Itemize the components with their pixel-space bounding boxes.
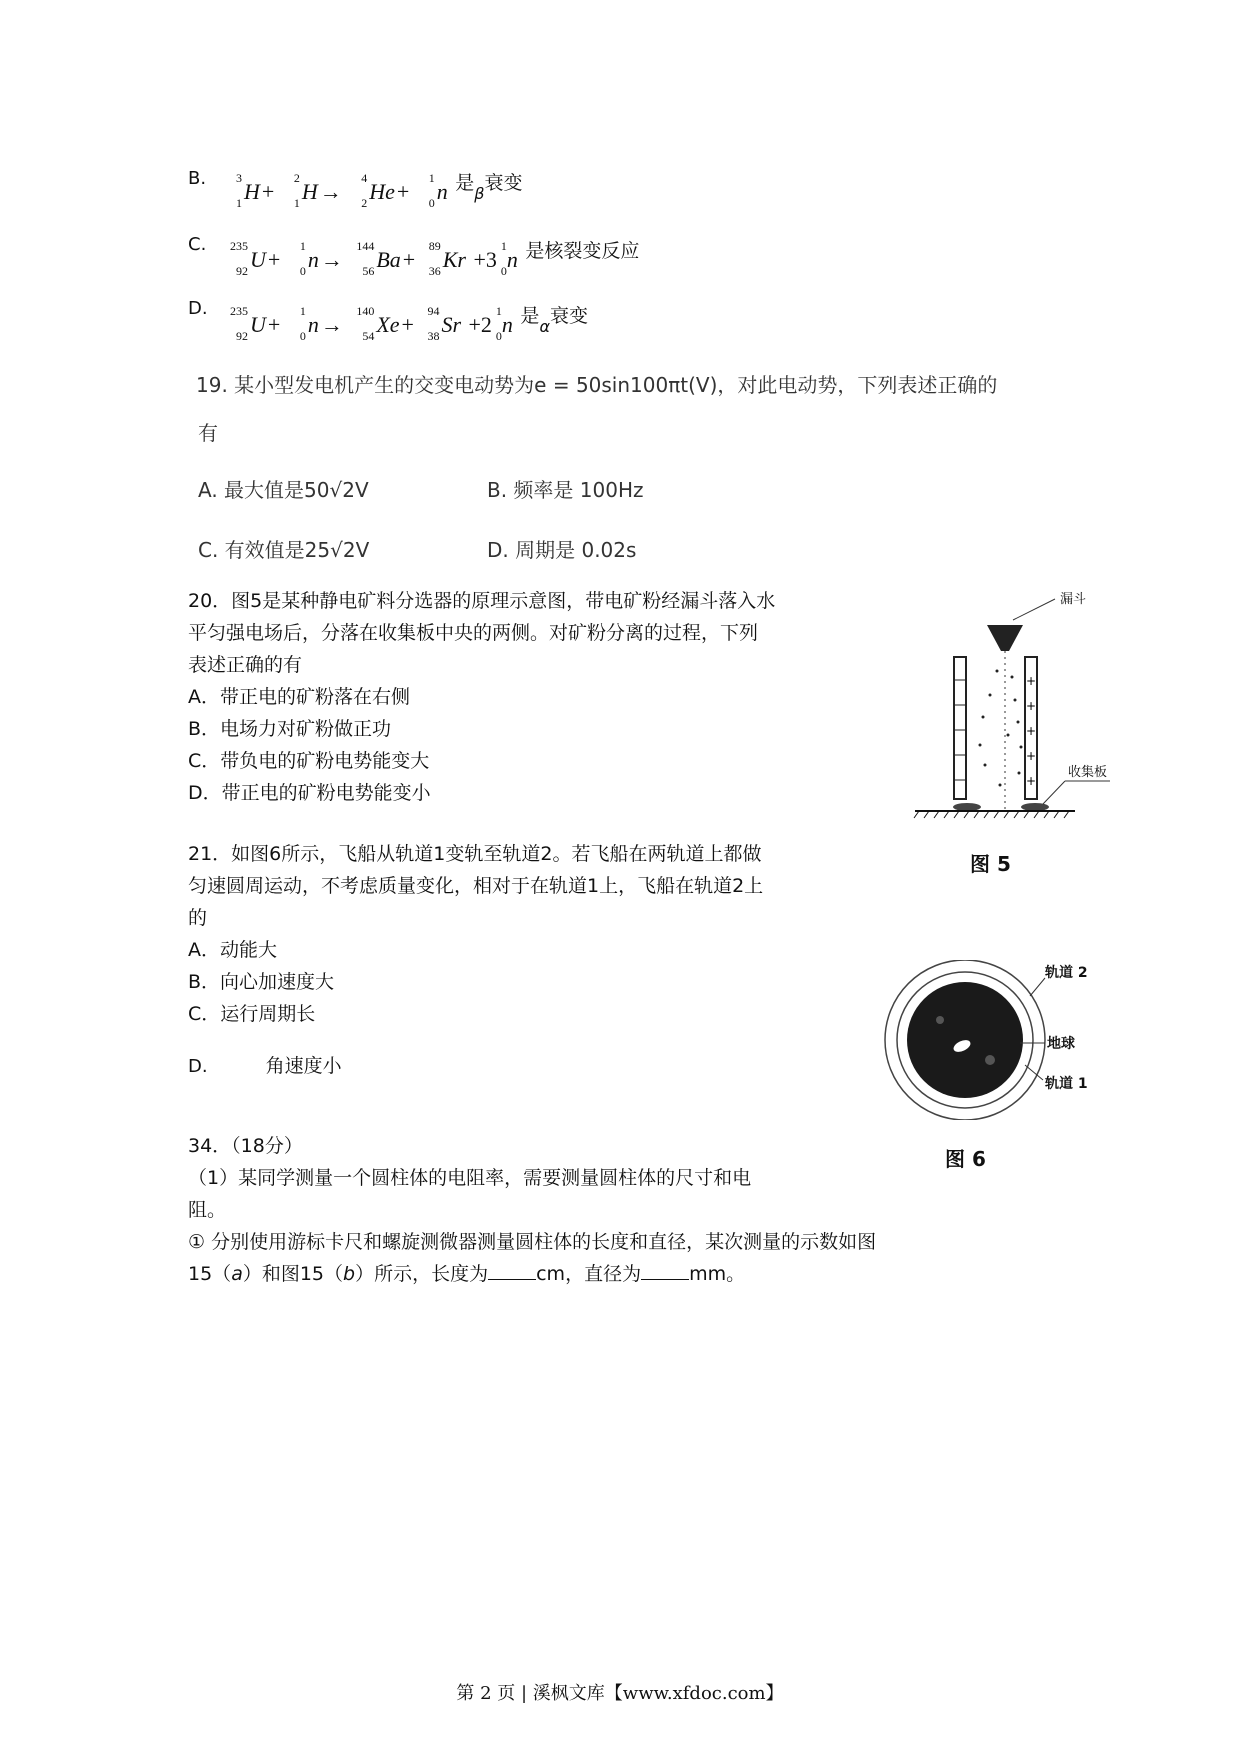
nuclide: 144 56 Ba bbox=[356, 239, 401, 278]
q21-stem-line3: 的 bbox=[188, 907, 208, 929]
figure-6 bbox=[880, 960, 1110, 1120]
q21-stem-line2: 匀速圆周运动，不考虑质量变化，相对于在轨道1上，飞船在轨道2上 bbox=[188, 875, 764, 897]
nuclide: 140 54 Xe bbox=[356, 304, 400, 343]
nuclide: 235 92 U bbox=[230, 304, 266, 343]
q21-stem-line1: 21．如图6所示，飞船从轨道1变轨至轨道2。若飞船在两轨道上都做 bbox=[188, 843, 762, 865]
nuclide: 1 0 n bbox=[428, 171, 448, 210]
q34-heading: 34．（18分） bbox=[188, 1135, 303, 1157]
q20-stem-line2: 平匀强电场后，分落在收集板中央的两侧。对矿粉分离的过程，下列 bbox=[188, 622, 759, 644]
q34-line3: ① 分别使用游标卡尺和螺旋测微器测量圆柱体的长度和直径，某次测量的示数如图 bbox=[188, 1231, 877, 1253]
q20-stem-line1: 20．图5是某种静电矿料分选器的原理示意图，带电矿粉经漏斗落入水 bbox=[188, 590, 776, 612]
funnel-icon bbox=[987, 625, 1023, 651]
nuclide: 1 0 n bbox=[299, 239, 319, 278]
q18-option-d bbox=[188, 298, 208, 319]
svg-text:+: + bbox=[1026, 724, 1037, 738]
q18-equation-d: 235 92 U+ 1 0 n→ 140 54 Xe+ 94 38 Sr +2 1 0 n 是$_\alpha$衰变 bbox=[222, 311, 588, 338]
coefficient: +2 bbox=[468, 312, 492, 337]
option-tail: 是核裂变反应 bbox=[525, 240, 640, 262]
svg-text:+: + bbox=[1026, 699, 1037, 713]
nuclide: 1 0 n bbox=[495, 304, 513, 343]
figure-6-caption: 图 6 bbox=[945, 1147, 986, 1171]
orbit1-label: 轨道 1 bbox=[1045, 1076, 1088, 1092]
q20-option-a: A．带正电的矿粉落在右侧 bbox=[188, 686, 410, 708]
nuclide: 1 0 n bbox=[299, 304, 319, 343]
option-letter: B. bbox=[188, 168, 207, 189]
earth-label: 地球 bbox=[1047, 1036, 1075, 1052]
nuclide: 2 1 H bbox=[293, 171, 318, 210]
q21-option-a: A．动能大 bbox=[188, 939, 277, 961]
nuclide: 3 1 H bbox=[236, 171, 260, 210]
nuclide: 89 36 Kr bbox=[428, 239, 466, 278]
q18-equation-b: 3 1 H+ 2 1 H→ 4 2 He+ 1 0 n 是$_\beta$衰变 bbox=[222, 178, 523, 205]
q20-option-c: C．带负电的矿粉电势能变大 bbox=[188, 750, 430, 772]
funnel-label: 漏斗 bbox=[1060, 592, 1087, 607]
orbit-diagram bbox=[880, 960, 1110, 1120]
option-tail: 是$_\alpha$衰变 bbox=[520, 305, 588, 336]
svg-text:+: + bbox=[1026, 674, 1037, 688]
page-footer: 第 2 页 | 溪枫文库【www.xfdoc.com】 bbox=[456, 1683, 784, 1704]
option-tail: 是$_\beta$衰变 bbox=[455, 172, 523, 203]
q21-option-b: B．向心加速度大 bbox=[188, 971, 335, 993]
q19-stem-line2: 有 bbox=[198, 421, 218, 445]
svg-text:+: + bbox=[1026, 749, 1037, 763]
q19-option-d: D. 周期是 0.02s bbox=[487, 538, 637, 562]
q34-line4: 15（a）和图15（b）所示，长度为 cm，直径为 mm。 bbox=[188, 1263, 746, 1285]
q34-line1: （1）某同学测量一个圆柱体的电阻率，需要测量圆柱体的尺寸和电 bbox=[188, 1167, 752, 1189]
option-letter: D. bbox=[188, 298, 208, 319]
svg-text:+: + bbox=[1026, 774, 1037, 788]
nuclide: 94 38 Sr bbox=[427, 304, 461, 343]
ore-separator-diagram bbox=[905, 585, 1155, 825]
q34-line2: 阻。 bbox=[188, 1199, 227, 1221]
figure-5-caption: 图 5 bbox=[970, 852, 1011, 876]
q19-option-c: C. 有效值是25√2V bbox=[198, 538, 370, 562]
coefficient: +3 bbox=[473, 247, 497, 272]
earth bbox=[907, 982, 1023, 1098]
figure-5 bbox=[905, 585, 1155, 825]
orbit2-label: 轨道 2 bbox=[1045, 965, 1088, 981]
plate-label: 收集板 bbox=[1068, 765, 1108, 780]
q20-stem-line3: 表述正确的有 bbox=[188, 654, 303, 676]
nuclide: 1 0 n bbox=[500, 239, 518, 278]
diameter-answer-blank[interactable] bbox=[641, 1261, 689, 1280]
nuclide: 235 92 U bbox=[230, 239, 266, 278]
q21-option-c: C．运行周期长 bbox=[188, 1003, 316, 1025]
q20-option-b: B．电场力对矿粉做正功 bbox=[188, 718, 392, 740]
length-answer-blank[interactable] bbox=[488, 1261, 536, 1280]
q19-option-a: A. 最大值是50√2V bbox=[198, 478, 369, 502]
q18-option-b bbox=[188, 168, 206, 189]
left-plate bbox=[954, 657, 966, 799]
option-letter: C. bbox=[188, 234, 207, 255]
nuclide: 4 2 He bbox=[361, 171, 395, 210]
q18-option-c bbox=[188, 234, 206, 255]
q18-equation-c: 235 92 U+ 1 0 n→ 144 56 Ba+ 89 36 Kr +3 1 0 n 是核裂变反应 bbox=[222, 246, 639, 273]
q19-stem-line1: 19. 某小型发电机产生的交变电动势为e = 50sin100πt(V)，对此电动势，下列表述正确的 bbox=[196, 373, 998, 397]
q19-option-b: B. 频率是 100Hz bbox=[487, 478, 644, 502]
q20-option-d: D．带正电的矿粉电势能变小 bbox=[188, 782, 431, 804]
q21-option-d: D. 角速度小 bbox=[188, 1055, 342, 1077]
